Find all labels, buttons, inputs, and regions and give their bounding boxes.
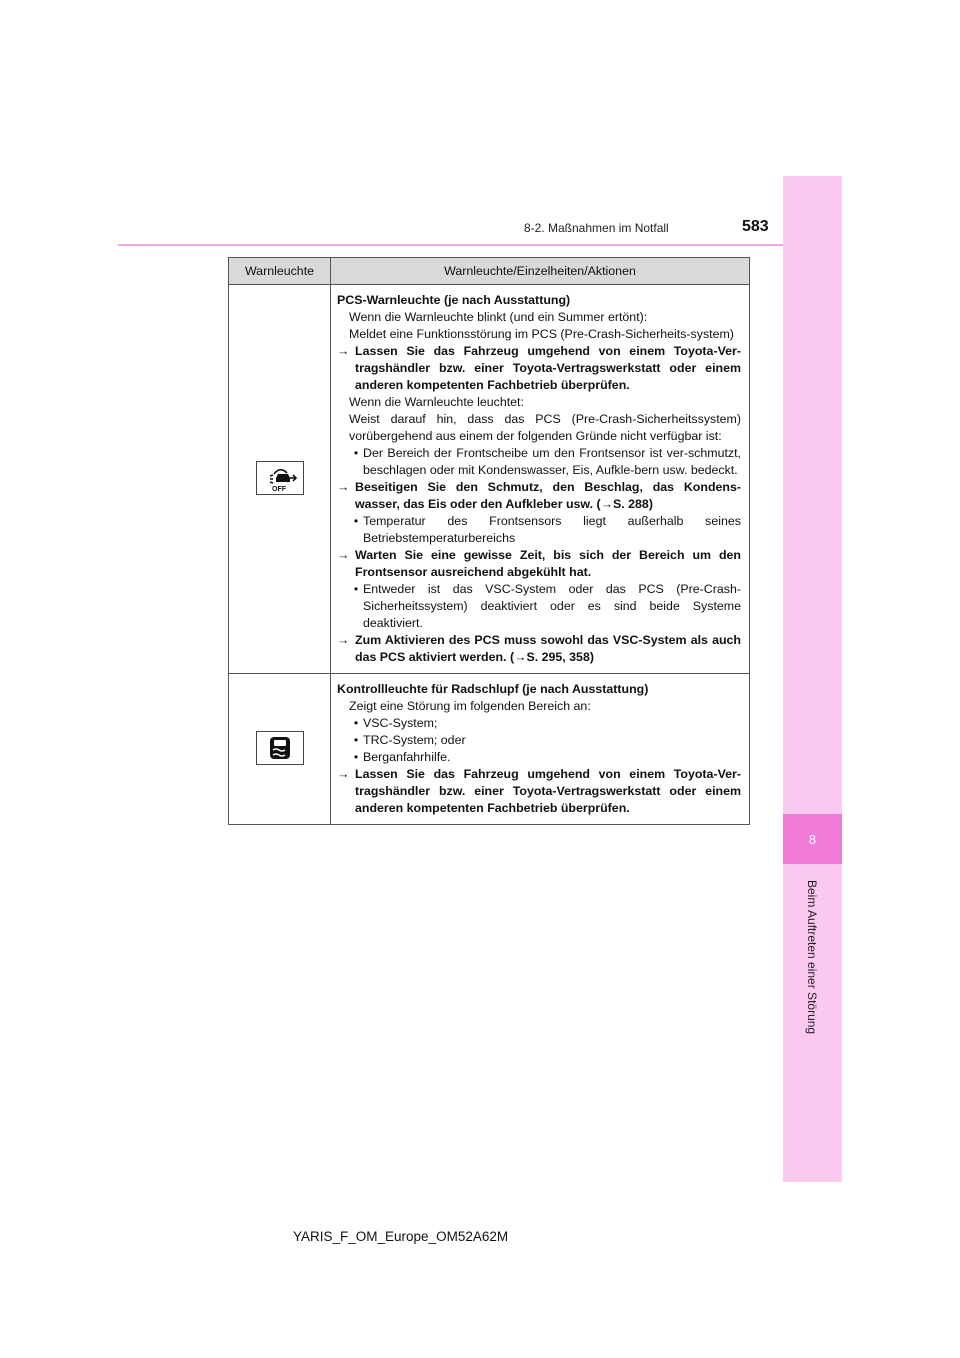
bullet-text: Entweder ist das VSC-System oder das PCS (Pre-Crash-Sicherheitssystem) deaktiviert oder es sind beide Systeme deaktiviert. [363, 582, 741, 630]
bullet-text: TRC-System; oder [363, 733, 466, 747]
detail-text: Wenn die Warnleuchte blinkt (und ein Summer ertönt): [349, 310, 648, 324]
arrow-icon: → [337, 633, 350, 647]
table-row [229, 285, 750, 674]
action-item [337, 632, 741, 666]
table-header-row [229, 258, 750, 285]
bullet-icon: • [353, 716, 359, 730]
chapter-number: 8 [783, 814, 842, 864]
action-text: Warten Sie eine gewisse Zeit, bis sich der Bereich um den Frontsensor ausreichend abgekühlt hat. [355, 548, 741, 579]
arrow-icon: → [337, 548, 350, 562]
slip-indicator-icon [256, 731, 304, 765]
arrow-icon: → [337, 344, 350, 358]
bullet-item [337, 732, 741, 749]
action-item [337, 547, 741, 581]
bullet-icon: • [353, 733, 359, 747]
pcs-off-label: OFF [271, 486, 286, 492]
action-text: Lassen Sie das Fahrzeug umgehend von einem Toyota-Ver-tragshändler bzw. einer Toyota-Vertragswerkstatt oder einem anderen kompetenten Fachbetrieb überprüfen. [355, 344, 741, 392]
bullet-item [337, 749, 741, 766]
bullet-item [337, 513, 741, 547]
arrow-icon: → [337, 480, 350, 494]
detail-text: Wenn die Warnleuchte leuchtet: [349, 395, 524, 409]
detail-text: Meldet eine Funktionsstörung im PCS (Pre-Crash-Sicherheits-system) [349, 327, 734, 341]
table-row [229, 674, 750, 825]
bullet-icon: • [353, 514, 359, 528]
detail-text: Zeigt eine Störung im folgenden Bereich an: [349, 699, 591, 713]
arrow-icon: → [337, 767, 350, 781]
bullet-text: VSC-System; [363, 716, 438, 730]
warning-title: PCS-Warnleuchte (je nach Ausstattung) [337, 293, 571, 307]
action-text: Beseitigen Sie den Schmutz, den Beschlag, das Kondens-wasser, das Eis oder den Aufkleber usw. (→S. 288) [355, 480, 741, 511]
action-text: Zum Aktivieren des PCS muss sowohl das VSC-System als auch das PCS aktiviert werden. (→S. 295, 358) [355, 633, 741, 664]
details-cell [331, 674, 750, 825]
icon-cell [229, 674, 331, 825]
bullet-text: Der Bereich der Frontscheibe um den Frontsensor ist ver-schmutzt, beschlagen oder mit Kondenswasser, Eis, Aufkle-bern usw. bedeckt. [363, 446, 741, 477]
bullet-icon: • [353, 582, 359, 596]
icon-cell [229, 285, 331, 674]
warning-light-table [228, 257, 750, 825]
bullet-item [337, 581, 741, 632]
chapter-title: Beim Auftreten einer Störung [805, 880, 819, 1035]
section-reference: 8-2. Maßnahmen im Notfall [524, 221, 669, 235]
header-divider [118, 244, 783, 246]
detail-text: Weist darauf hin, dass das PCS (Pre-Crash-Sicherheitssystem) vorübergehend aus einem der folgenden Gründe nicht verfügbar ist: [349, 412, 741, 443]
action-item [337, 766, 741, 817]
page-number: 583 [742, 218, 769, 235]
bullet-text: Berganfahrhilfe. [363, 750, 451, 764]
action-item [337, 479, 741, 513]
bullet-icon: • [353, 750, 359, 764]
pcs-off-warning-icon [256, 461, 304, 495]
bullet-item [337, 445, 741, 479]
details-cell [331, 285, 750, 674]
action-item [337, 343, 741, 394]
bullet-item [337, 715, 741, 732]
bullet-text: Temperatur des Frontsensors liegt außerhalb seines Betriebstemperaturbereichs [363, 514, 741, 545]
column-header-details: Warnleuchte/Einzelheiten/Aktionen [331, 258, 750, 285]
document-code: YARIS_F_OM_Europe_OM52A62M [293, 1229, 509, 1244]
bullet-icon: • [353, 446, 359, 460]
warning-title: Kontrollleuchte für Radschlupf (je nach Ausstattung) [337, 682, 649, 696]
column-header-warning-light: Warnleuchte [229, 258, 331, 285]
action-text: Lassen Sie das Fahrzeug umgehend von einem Toyota-Ver-tragshändler bzw. einer Toyota-Vertragswerkstatt oder einem anderen kompetenten Fachbetrieb überprüfen. [355, 767, 741, 815]
